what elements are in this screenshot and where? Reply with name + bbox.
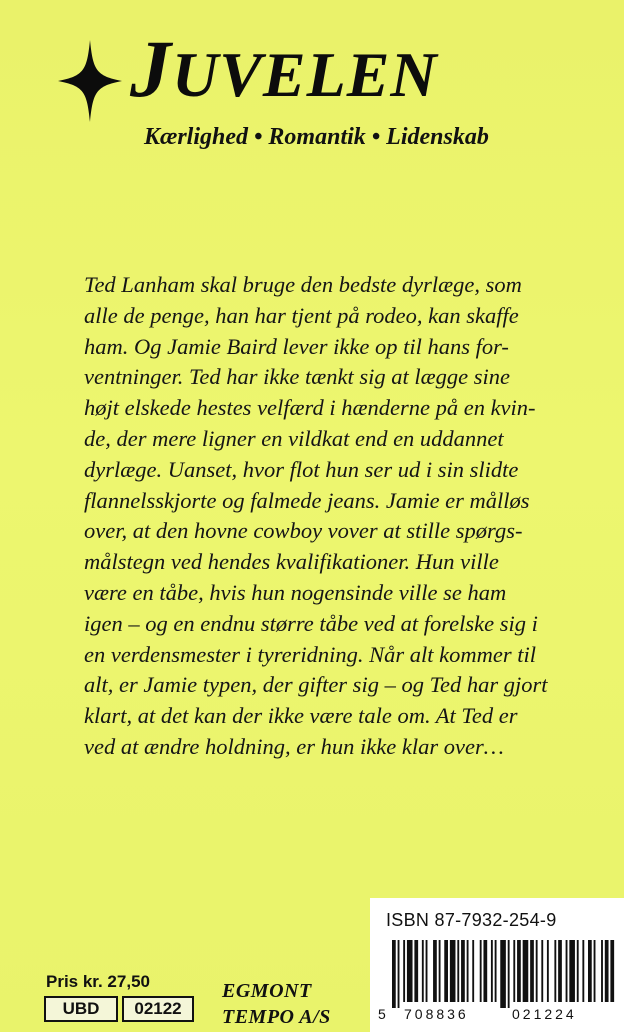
blurb-line: over, at den hovne cowboy vover at stille spørgs- <box>84 518 523 544</box>
barcode-bar <box>558 940 562 1002</box>
barcode-bar <box>407 940 413 1002</box>
barcode-bar <box>517 940 521 1002</box>
barcode-bar <box>566 940 568 1002</box>
barcode-bar <box>439 940 441 1002</box>
blurb-line: målstegn ved hendes kvalifikationer. Hun ville <box>84 549 499 575</box>
barcode-bar <box>530 940 534 1002</box>
barcode-bar <box>467 940 469 1002</box>
barcode-bar <box>513 940 515 1002</box>
blurb-line: alle de penge, han har tjent på rodeo, kan skaffe <box>84 302 519 328</box>
barcode-bar <box>554 940 556 1002</box>
barcode-bar <box>536 940 538 1002</box>
barcode-bar <box>403 940 405 1002</box>
brand-title-initial: J <box>130 23 172 114</box>
barcode-bar <box>414 940 418 1002</box>
barcode-graphic <box>392 940 616 1008</box>
ubd-code-box <box>44 996 194 1022</box>
blurb-line: være en tåbe, hvis hun nogensinde ville se ham <box>84 579 507 605</box>
publisher-line-2: TEMPO A/S <box>222 1006 331 1028</box>
brand-title <box>130 23 438 114</box>
barcode-bar <box>433 940 437 1002</box>
barcode-bar <box>491 940 493 1002</box>
barcode-bar <box>610 940 614 1002</box>
barcode-bar <box>588 940 592 1002</box>
barcode-bar <box>500 940 506 1008</box>
price-label: Pris kr. 27,50 <box>46 972 150 991</box>
barcode-bar <box>508 940 510 1008</box>
barcode-bar <box>426 940 428 1002</box>
isbn-barcode-panel <box>370 898 624 1032</box>
ubd-label: UBD <box>44 996 118 1022</box>
barcode-bar <box>569 940 575 1002</box>
blurb-line: dyrlæge. Uanset, hvor flot hun ser ud i sin slidte <box>84 456 519 482</box>
barcode-bar <box>594 940 596 1002</box>
barcode-bar <box>577 940 579 1002</box>
barcode-digit-first: 5 <box>378 1006 386 1022</box>
blurb-line: en verdensmester i tyreridning. Når alt kommer til <box>84 641 537 667</box>
brand-tagline: Kærlighed • Romantik • Lidenskab <box>144 124 489 150</box>
brand-title-rest: UVELEN <box>172 39 438 110</box>
blurb-line: flannelsskjorte og falmede jeans. Jamie er målløs <box>84 487 530 513</box>
blurb-line: klart, at det kan der ikke være tale om. At Ted er <box>84 703 518 729</box>
blurb-line: ved at ændre holdning, er hun ikke klar over… <box>84 733 504 759</box>
blurb-text <box>84 270 584 763</box>
barcode-bar <box>605 940 609 1002</box>
blurb-line: alt, er Jamie typen, der gifter sig – og Ted har gjort <box>84 672 548 698</box>
ubd-code: 02122 <box>122 996 194 1022</box>
barcode-bar <box>495 940 497 1002</box>
barcode-bar <box>444 940 448 1002</box>
publisher-name <box>222 978 362 1030</box>
blurb-line: Ted Lanham skal bruge den bedste dyrlæge, som <box>84 272 522 297</box>
barcode-bar <box>541 940 543 1002</box>
barcode-bar <box>480 940 482 1002</box>
barcode-digits-right: 021224 <box>512 1006 577 1022</box>
barcode-bar <box>523 940 529 1002</box>
barcode-bar <box>450 940 456 1002</box>
barcode-bar <box>398 940 400 1008</box>
blurb-line: ventninger. Ted har ikke tænkt sig at lægge sine <box>84 364 510 390</box>
barcode-bar <box>547 940 549 1002</box>
barcode-bar <box>601 940 603 1002</box>
barcode-bar <box>422 940 424 1002</box>
barcode-bar <box>392 940 396 1008</box>
blurb-line: højt elskede hestes velfærd i hænderne på en kvin- <box>84 395 536 421</box>
barcode-bar <box>582 940 584 1002</box>
barcode-bar <box>461 940 465 1002</box>
barcode-digits-left: 708836 <box>404 1006 469 1022</box>
blurb-line: ham. Og Jamie Baird lever ikke op til hans for- <box>84 333 509 359</box>
blurb-line: de, der mere ligner en vildkat end en uddannet <box>84 425 504 451</box>
barcode-bar <box>472 940 474 1002</box>
blurb-line: igen – og en endnu større tåbe ved at forelske sig i <box>84 610 538 636</box>
barcode-bar <box>483 940 487 1002</box>
barcode-bar <box>457 940 459 1002</box>
publisher-line-1: EGMONT <box>222 980 312 1002</box>
isbn-label: ISBN 87-7932-254-9 <box>386 910 557 930</box>
four-point-star-icon <box>58 40 122 122</box>
